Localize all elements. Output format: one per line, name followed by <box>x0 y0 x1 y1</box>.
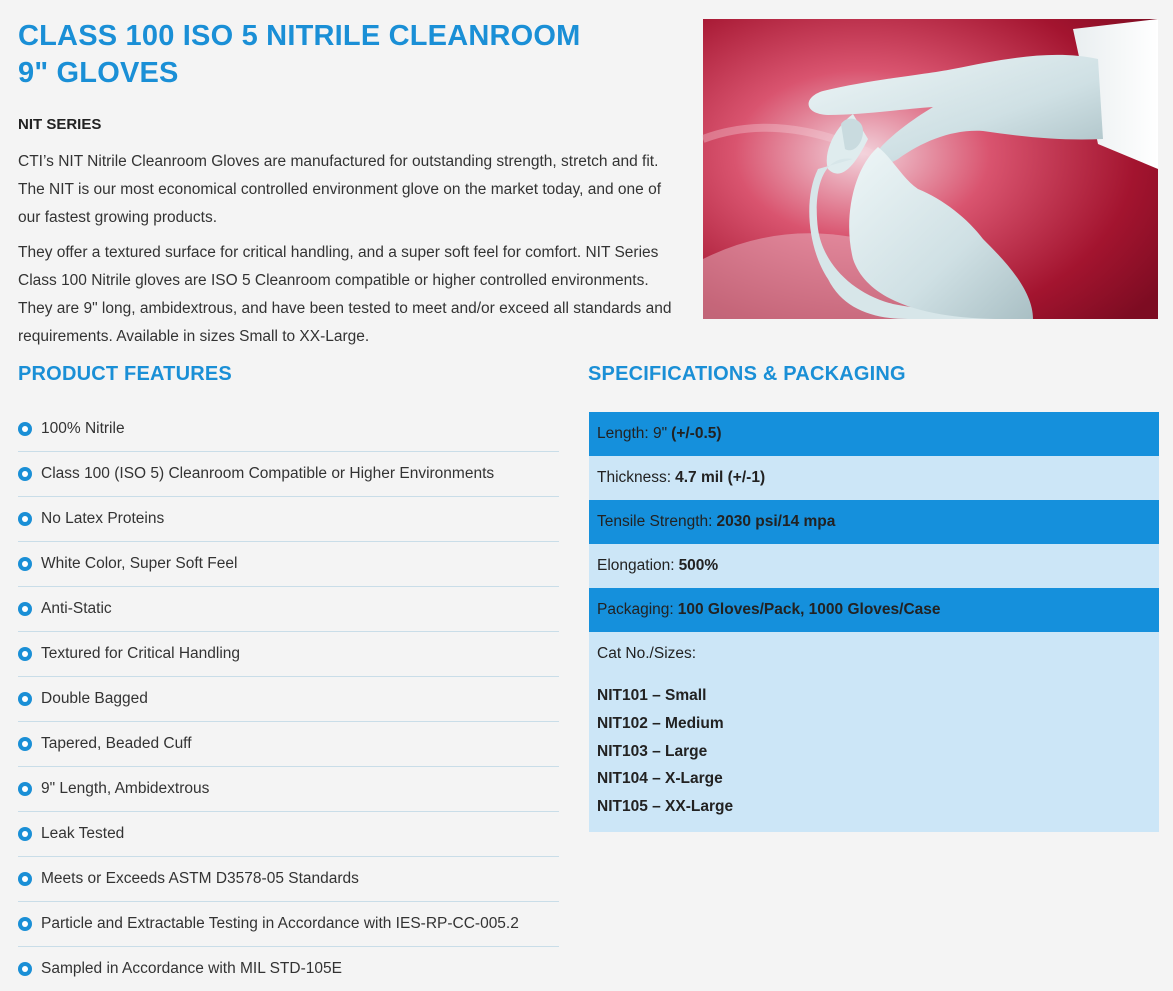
intro-paragraph-1: CTI’s NIT Nitrile Cleanroom Gloves are manufactured for outstanding strength, stretch and fit. The NIT is our most economical controlled environment glove on the market today, and one of our fastest growing products. <box>18 153 662 226</box>
size-item: NIT103 – Large <box>597 742 708 760</box>
sizes-block <box>589 632 1159 832</box>
bullet-icon <box>18 512 32 526</box>
feature-text: Anti-Static <box>41 600 112 617</box>
feature-text: Leak Tested <box>41 825 125 842</box>
bullet-icon <box>18 737 32 751</box>
spec-row-length <box>589 412 1159 456</box>
spec-value: (+/-0.5) <box>671 425 722 442</box>
page-title <box>18 18 658 92</box>
bullet-icon <box>18 872 32 886</box>
bullet-icon <box>18 692 32 706</box>
spec-label: Length: 9" <box>597 425 668 442</box>
list-item <box>18 947 559 991</box>
spec-label: Thickness: <box>597 469 672 486</box>
spec-label: Packaging: <box>597 601 674 618</box>
feature-text: Class 100 (ISO 5) Cleanroom Compatible or Higher Environments <box>41 465 495 482</box>
features-list <box>18 407 559 991</box>
feature-text: Sampled in Accordance with MIL STD-105E <box>41 960 342 977</box>
bullet-icon <box>18 602 32 616</box>
list-item <box>18 542 559 587</box>
bullet-icon <box>18 422 32 436</box>
bullet-icon <box>18 467 32 481</box>
list-item <box>18 677 559 722</box>
product-features-heading: PRODUCT FEATURES <box>18 363 232 385</box>
feature-text: Textured for Critical Handling <box>41 645 241 662</box>
gloved-hands-image <box>703 19 1158 319</box>
bullet-icon <box>18 782 32 796</box>
specifications-heading: SPECIFICATIONS & PACKAGING <box>588 363 906 385</box>
feature-text: Particle and Extractable Testing in Accordance with IES-RP-CC-005.2 <box>41 915 519 932</box>
spec-value: 500% <box>678 557 719 574</box>
intro-text <box>18 148 683 358</box>
spec-value: 4.7 mil (+/-1) <box>675 469 766 486</box>
size-item: NIT102 – Medium <box>597 714 724 732</box>
list-item <box>18 767 559 812</box>
list-item <box>18 722 559 767</box>
spec-label: Elongation: <box>597 557 675 574</box>
bullet-icon <box>18 962 32 976</box>
spec-value: 2030 psi/14 mpa <box>716 513 836 530</box>
feature-text: No Latex Proteins <box>41 510 165 527</box>
size-item: NIT105 – XX-Large <box>597 798 734 816</box>
feature-text: White Color, Super Soft Feel <box>41 555 238 572</box>
size-item: NIT104 – X-Large <box>597 770 723 788</box>
feature-text: 100% Nitrile <box>41 420 125 437</box>
specifications-table <box>589 412 1159 832</box>
feature-text: 9" Length, Ambidextrous <box>41 780 210 797</box>
bullet-icon <box>18 647 32 661</box>
spec-row-packaging <box>589 588 1159 632</box>
spec-label: Tensile Strength: <box>597 513 713 530</box>
feature-text: Double Bagged <box>41 690 148 707</box>
bullet-icon <box>18 917 32 931</box>
sizes-label: Cat No./Sizes: <box>597 645 697 662</box>
list-item <box>18 452 559 497</box>
intro-paragraph-2: They offer a textured surface for critical handling, and a super soft feel for comfort. NIT Series Class 100 Nitrile gloves are ISO 5 Cleanroom compatible or higher controlled environments. They are 9" long, ambidextrous, and have been tested to meet and/or exceed all standards and requirements. Available in sizes Small to XX-Large. <box>18 244 672 345</box>
size-item: NIT101 – Small <box>597 687 707 704</box>
bullet-icon <box>18 557 32 571</box>
list-item <box>18 587 559 632</box>
list-item <box>18 407 559 452</box>
feature-text: Meets or Exceeds ASTM D3578-05 Standards <box>41 870 359 887</box>
spec-value: 100 Gloves/Pack, 1000 Gloves/Case <box>677 601 941 618</box>
title-line-1: CLASS 100 ISO 5 NITRILE CLEANROOM <box>18 20 581 52</box>
bullet-icon <box>18 827 32 841</box>
feature-text: Tapered, Beaded Cuff <box>41 735 192 752</box>
spec-row-thickness <box>589 456 1159 500</box>
title-line-2: 9" GLOVES <box>18 57 179 89</box>
list-item <box>18 857 559 902</box>
list-item <box>18 812 559 857</box>
product-image <box>703 19 1158 319</box>
series-label: NIT SERIES <box>18 116 102 133</box>
spec-row-tensile-strength <box>589 500 1159 544</box>
spec-row-elongation <box>589 544 1159 588</box>
list-item <box>18 497 559 542</box>
list-item <box>18 902 559 947</box>
list-item <box>18 632 559 677</box>
